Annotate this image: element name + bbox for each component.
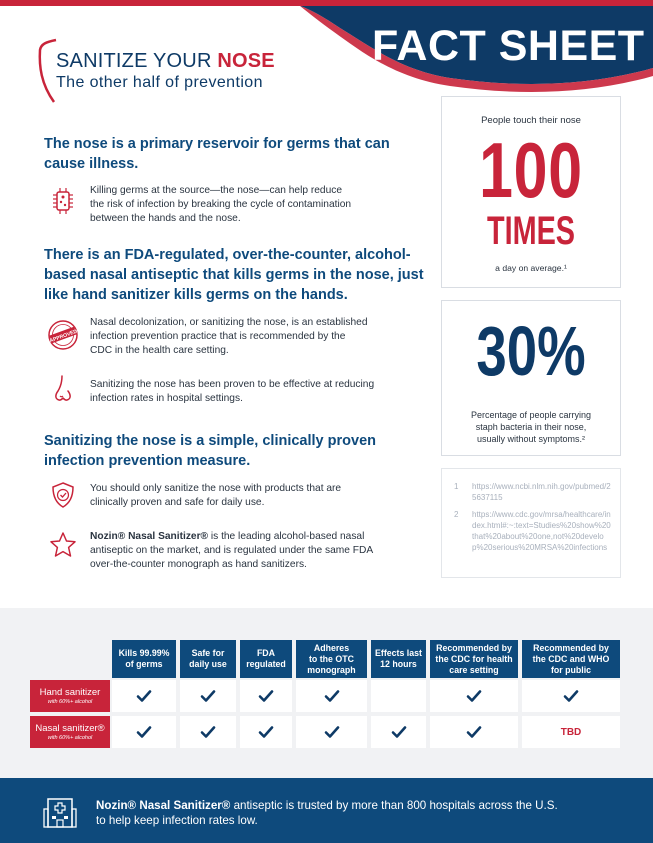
- table-row-label: Hand sanitizer with 60%+ alcohol: [30, 680, 110, 712]
- table-cell: [522, 680, 620, 712]
- table-cell: [296, 680, 367, 712]
- brand-tagline: The other half of prevention: [56, 74, 263, 91]
- table-header-cell: Adheres to the OTC monograph: [296, 640, 367, 678]
- approved-stamp-icon: [46, 318, 80, 352]
- star-icon: [48, 530, 78, 560]
- section-heading-fda: There is an FDA-regulated, over-the-counter, alcohol- based nasal antiseptic that kills germs in the nose, just like hand sanitizer kills germs on the hands.: [44, 247, 424, 303]
- brand-logo: [36, 36, 296, 116]
- stat-card-touches: [441, 96, 621, 288]
- table-cell: [522, 716, 620, 748]
- references-card: [441, 468, 621, 578]
- point-text-source: Killing germs at the source—the nose—can help reduce the risk of infection by breaking the cycle of contamination between the hands and the nose.: [90, 185, 352, 224]
- section-heading-simple: Sanitizing the nose is a simple, clinically proven infection prevention measure.: [44, 433, 376, 469]
- table-cell: [112, 716, 176, 748]
- table-cell: [180, 680, 236, 712]
- point-text-safe: You should only sanitize the nose with products that are clinically proven and safe for daily use.: [90, 483, 342, 508]
- point-text-effective: Sanitizing the nose has been proven to be effective at reducing infection rates in hospital settings.: [90, 379, 375, 404]
- table-cell: [240, 716, 292, 748]
- table-cell: [430, 680, 518, 712]
- table-cell: [371, 680, 426, 712]
- stat-unit-times: TIMES: [486, 209, 575, 253]
- checkmark-icon: [258, 689, 274, 703]
- stamp-label: APPROVED: [48, 328, 79, 345]
- reference-link[interactable]: https://www.cdc.gov/mrsa/healthcare/index.html#:~:text=Studies%20show%20that%20about%20one,not%20develop%20serious%20MRSA%20infections: [472, 510, 611, 552]
- nose-icon: [48, 374, 78, 404]
- table-cell: [430, 716, 518, 748]
- checkmark-icon: [136, 725, 152, 739]
- table-header-cell: Kills 99.99% of germs: [112, 640, 176, 678]
- checkmark-icon: [563, 689, 579, 703]
- table-cell: [240, 680, 292, 712]
- germ-chip-icon: [48, 186, 78, 216]
- section-heading-reservoir: The nose is a primary reservoir for germs that can cause illness.: [44, 136, 390, 172]
- checkmark-icon: [324, 725, 340, 739]
- fact-sheet-title: FACT SHEET: [372, 22, 645, 70]
- checkmark-icon: [324, 689, 340, 703]
- stat-number-30: 30%: [476, 312, 586, 390]
- reference-2: 2 https://www.cdc.gov/mrsa/healthcare/index.html#:~:text=Studies%20show%20that%20about%20one,not%20develop%20serious%20MRSA%20infections: [454, 510, 611, 552]
- stat-outro: a day on average.¹: [495, 263, 567, 273]
- shield-check-icon: [48, 480, 78, 510]
- tbd-label: TBD: [560, 726, 582, 738]
- table-cell: [112, 680, 176, 712]
- checkmark-icon: [200, 725, 216, 739]
- footer-text: Nozin® Nasal Sanitizer® antiseptic is trusted by more than 800 hospitals across the U.S. to help keep infection rates low.: [96, 799, 558, 827]
- checkmark-icon: [258, 725, 274, 739]
- table-cell: [296, 716, 367, 748]
- reference-1: 1 https://www.ncbi.nlm.nih.gov/pubmed/25637115: [454, 482, 611, 502]
- stat-card-staph: [441, 300, 621, 456]
- table-header-cell: Recommended by the CDC for health care setting: [430, 640, 518, 678]
- footer-banner: [0, 778, 653, 843]
- checkmark-icon: [391, 725, 407, 739]
- point-text-decolonization: Nasal decolonization, or sanitizing the nose, is an established infection prevention practice that is recommended by the CDC in the health care setting.: [90, 317, 368, 356]
- checkmark-icon: [466, 725, 482, 739]
- stat-number-100: 100: [479, 126, 583, 214]
- table-row-label: Nasal sanitizer® with 60%+ alcohol: [30, 716, 110, 748]
- checkmark-icon: [466, 689, 482, 703]
- hospital-icon: [42, 793, 78, 829]
- table-header-cell: Effects last 12 hours: [371, 640, 426, 678]
- table-header-cell: Safe for daily use: [180, 640, 236, 678]
- table-cell: [180, 716, 236, 748]
- table-header-cell: FDA regulated: [240, 640, 292, 678]
- stat-intro: People touch their nose: [481, 115, 581, 126]
- table-header-cell: Recommended by the CDC and WHO for public: [522, 640, 620, 678]
- reference-link[interactable]: https://www.ncbi.nlm.nih.gov/pubmed/25637115: [472, 482, 611, 502]
- table-cell: [371, 716, 426, 748]
- checkmark-icon: [136, 689, 152, 703]
- point-text-nozin: Nozin® Nasal Sanitizer® is the leading alcohol-based nasal antiseptic on the market, and is regulated under the same FDA over-the-counter monograph as hand sanitizers.: [90, 531, 374, 570]
- stat-description: Percentage of people carrying staph bacteria in their nose, usually without symptoms.²: [470, 410, 592, 444]
- brand-name: SANITIZE YOUR NOSE: [56, 50, 275, 72]
- checkmark-icon: [200, 689, 216, 703]
